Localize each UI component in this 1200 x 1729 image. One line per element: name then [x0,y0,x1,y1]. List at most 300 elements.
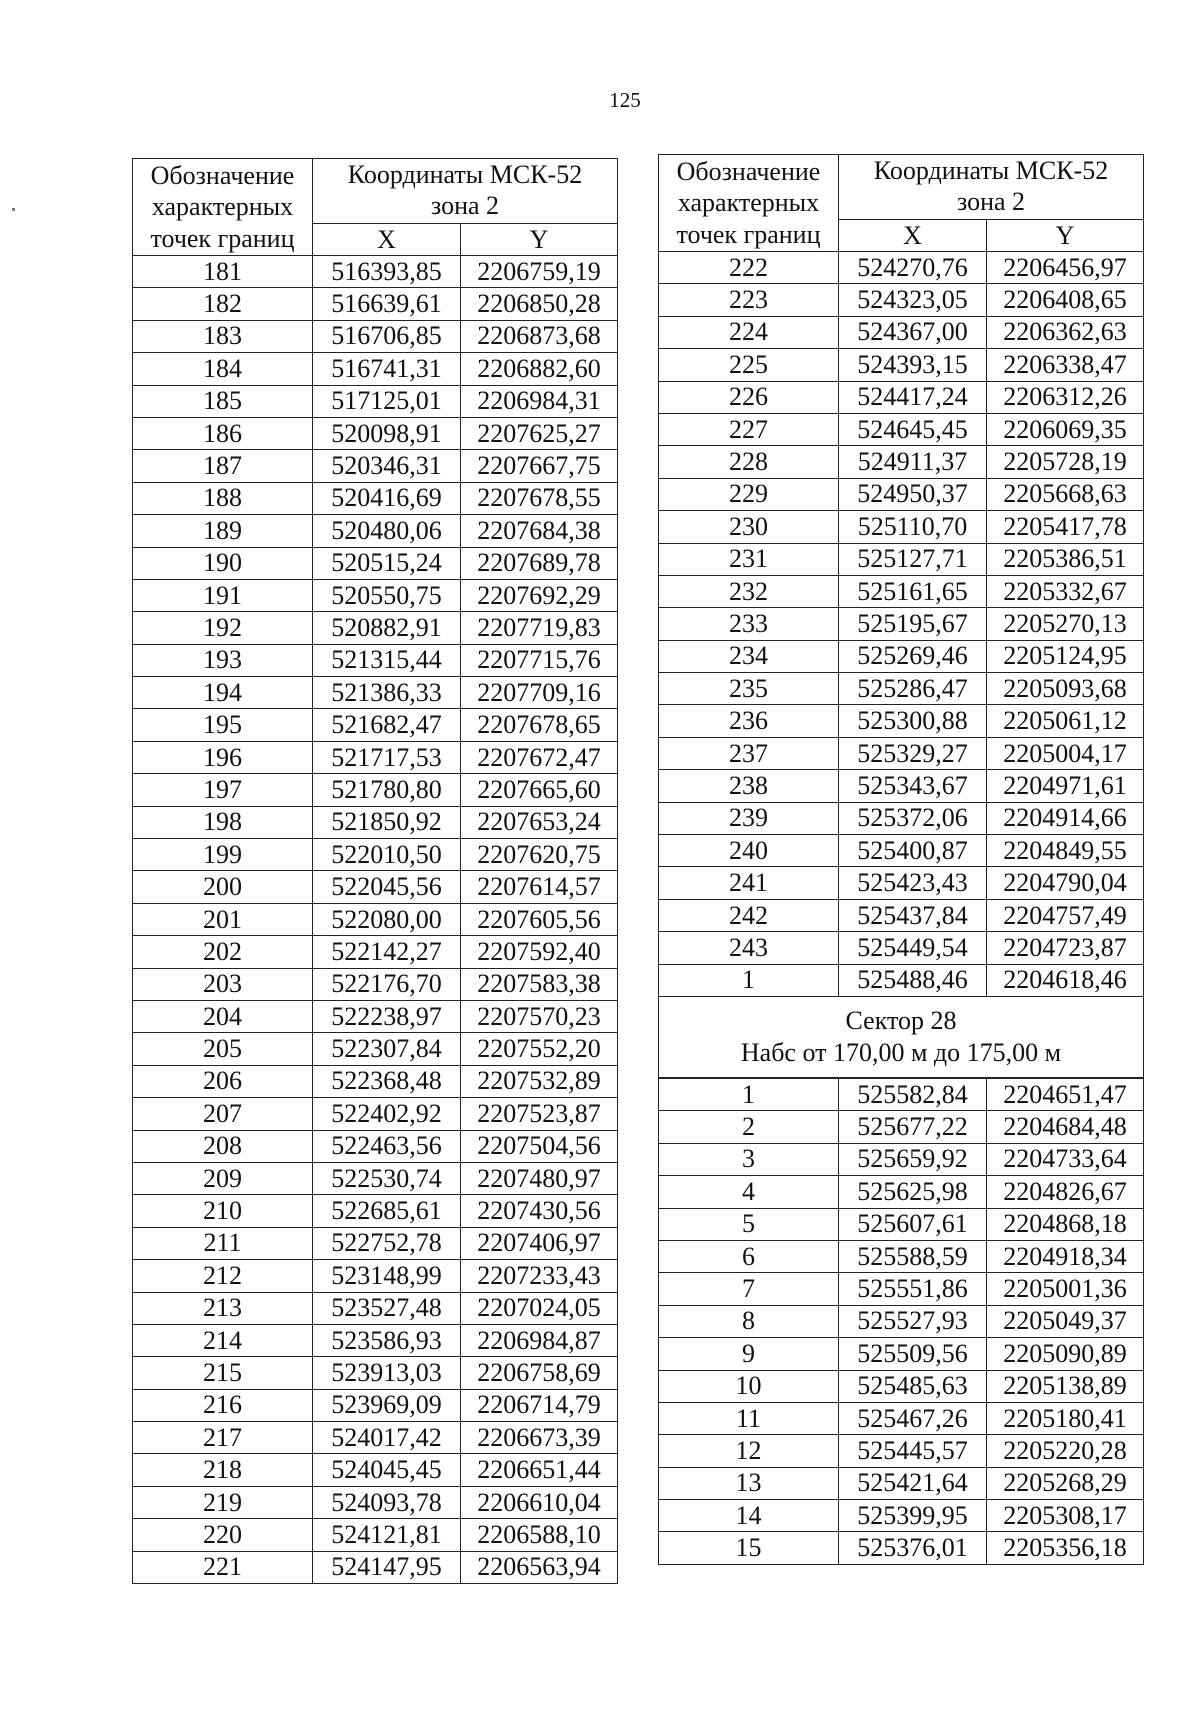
table-row [133,1065,618,1097]
coords-header [839,155,1144,220]
x-coordinate-cell: 521682,47 [313,709,461,741]
x-coordinate-cell: 520416,69 [313,482,461,514]
point-number-cell: 228 [659,446,839,478]
table-row [659,446,1144,478]
point-number-cell: 217 [133,1422,313,1454]
y-coordinate-cell: 2204971,61 [987,770,1144,802]
table-row [133,644,618,676]
sector-row [659,996,1144,1078]
y-coordinate-cell: 2205220,28 [987,1435,1144,1467]
table-row [659,1370,1144,1402]
point-number-cell: 238 [659,770,839,802]
x-coordinate-cell: 522685,61 [313,1195,461,1227]
table-row [133,482,618,514]
y-coordinate-cell: 2205668,63 [987,478,1144,510]
point-header [659,155,839,252]
y-coordinate-cell: 2206758,69 [461,1357,618,1389]
table-row [659,1143,1144,1175]
y-coordinate-cell: 2205417,78 [987,511,1144,543]
point-number-cell: 208 [133,1130,313,1162]
table-row [659,770,1144,802]
table-row [133,968,618,1000]
table-row [133,741,618,773]
point-header-line: точек границ [150,223,295,253]
y-coordinate-cell: 2206984,31 [461,385,618,417]
point-number-cell: 188 [133,482,313,514]
point-number-cell: 232 [659,575,839,607]
x-coordinate-cell: 523586,93 [313,1324,461,1356]
x-coordinate-cell: 517125,01 [313,385,461,417]
x-coordinate-cell: 525195,67 [839,608,987,640]
point-number-cell: 243 [659,932,839,964]
y-coordinate-cell: 2206850,28 [461,288,618,320]
point-number-cell: 215 [133,1357,313,1389]
point-number-cell: 240 [659,835,839,867]
table-row [659,1467,1144,1499]
point-number-cell: 1 [659,1078,839,1111]
y-coordinate-cell: 2207552,20 [461,1033,618,1065]
y-coordinate-cell: 2206610,04 [461,1486,618,1518]
x-header: X [313,224,461,256]
y-coordinate-cell: 2207592,40 [461,936,618,968]
point-number-cell: 212 [133,1260,313,1292]
point-header-line: характерных [677,188,820,218]
point-number-cell: 220 [133,1519,313,1551]
x-coordinate-cell: 525372,06 [839,802,987,834]
table-row [659,899,1144,931]
table-row [659,737,1144,769]
x-coordinate-cell: 522752,78 [313,1227,461,1259]
x-coordinate-cell: 521850,92 [313,806,461,838]
table-row [133,1324,618,1356]
point-number-cell: 10 [659,1370,839,1402]
y-coordinate-cell: 2205356,18 [987,1532,1144,1564]
table-row [133,1551,618,1583]
point-number-cell: 230 [659,511,839,543]
y-coordinate-cell: 2207480,97 [461,1162,618,1194]
point-number-cell: 233 [659,608,839,640]
point-number-cell: 194 [133,677,313,709]
point-number-cell: 239 [659,802,839,834]
y-coordinate-cell: 2207689,78 [461,547,618,579]
table-row [133,1389,618,1421]
point-number-cell: 216 [133,1389,313,1421]
x-coordinate-cell: 525269,46 [839,640,987,672]
x-coordinate-cell: 522307,84 [313,1033,461,1065]
y-coordinate-cell: 2207583,38 [461,968,618,1000]
coordinates-table-left [132,158,618,1584]
point-number-cell: 186 [133,417,313,449]
point-number-cell: 184 [133,353,313,385]
x-coordinate-cell: 524911,37 [839,446,987,478]
table-row [659,608,1144,640]
x-coordinate-cell: 523969,09 [313,1389,461,1421]
y-coordinate-cell: 2206312,26 [987,381,1144,413]
point-number-cell: 5 [659,1208,839,1240]
point-number-cell: 236 [659,705,839,737]
y-coordinate-cell: 2205332,67 [987,575,1144,607]
sector-cell [659,996,1144,1078]
table-row [133,450,618,482]
x-coordinate-cell: 525488,46 [839,964,987,996]
point-number-cell: 204 [133,1000,313,1032]
table-row [133,320,618,352]
point-number-cell: 7 [659,1273,839,1305]
point-header-line: характерных [151,192,294,222]
table-row [659,575,1144,607]
y-coordinate-cell: 2206651,44 [461,1454,618,1486]
y-coordinate-cell: 2207672,47 [461,741,618,773]
y-coordinate-cell: 2206362,63 [987,316,1144,348]
x-coordinate-cell: 522402,92 [313,1098,461,1130]
point-number-cell: 225 [659,349,839,381]
coords-header-line: зона 2 [430,191,500,220]
x-coordinate-cell: 524645,45 [839,413,987,445]
point-number-cell: 191 [133,579,313,611]
point-number-cell: 235 [659,673,839,705]
point-number-cell: 205 [133,1033,313,1065]
table-row [659,1435,1144,1467]
table-row [133,871,618,903]
y-coordinate-cell: 2204868,18 [987,1208,1144,1240]
point-number-cell: 231 [659,543,839,575]
point-number-cell: 211 [133,1227,313,1259]
y-coordinate-cell: 2207709,16 [461,677,618,709]
y-coordinate-cell: 2206759,19 [461,256,618,288]
y-coordinate-cell: 2207719,83 [461,612,618,644]
table-row [659,349,1144,381]
x-coordinate-cell: 525445,57 [839,1435,987,1467]
point-number-cell: 219 [133,1486,313,1518]
table-row [133,709,618,741]
y-coordinate-cell: 2205061,12 [987,705,1144,737]
scan-speck [12,208,15,211]
x-coordinate-cell: 522463,56 [313,1130,461,1162]
y-coordinate-cell: 2204790,04 [987,867,1144,899]
point-number-cell: 190 [133,547,313,579]
y-coordinate-cell: 2205270,13 [987,608,1144,640]
x-coordinate-cell: 520550,75 [313,579,461,611]
point-number-cell: 3 [659,1143,839,1175]
x-coordinate-cell: 520882,91 [313,612,461,644]
point-number-cell: 229 [659,478,839,510]
y-coordinate-cell: 2205124,95 [987,640,1144,672]
y-coordinate-cell: 2207605,56 [461,903,618,935]
point-number-cell: 2 [659,1111,839,1143]
table-row [133,256,618,288]
table-row [133,385,618,417]
table-row [133,839,618,871]
point-number-cell: 234 [659,640,839,672]
x-coordinate-cell: 516639,61 [313,288,461,320]
point-number-cell: 183 [133,320,313,352]
x-coordinate-cell: 520515,24 [313,547,461,579]
table-row [659,1532,1144,1564]
table-row [659,1500,1144,1532]
table-row [133,1162,618,1194]
table-row [133,936,618,968]
x-coordinate-cell: 525582,84 [839,1078,987,1111]
point-number-cell: 209 [133,1162,313,1194]
y-coordinate-cell: 2205268,29 [987,1467,1144,1499]
point-number-cell: 4 [659,1176,839,1208]
x-coordinate-cell: 524270,76 [839,252,987,284]
y-coordinate-cell: 2206456,97 [987,252,1144,284]
y-coordinate-cell: 2206069,35 [987,413,1144,445]
y-coordinate-cell: 2207532,89 [461,1065,618,1097]
y-coordinate-cell: 2207430,56 [461,1195,618,1227]
point-number-cell: 210 [133,1195,313,1227]
table-row [133,1357,618,1389]
point-number-cell: 14 [659,1500,839,1532]
point-number-cell: 182 [133,288,313,320]
point-number-cell: 207 [133,1098,313,1130]
x-header: X [839,220,987,252]
table-row [133,353,618,385]
x-coordinate-cell: 524950,37 [839,478,987,510]
x-coordinate-cell: 525551,86 [839,1273,987,1305]
table-row [659,1111,1144,1143]
y-coordinate-cell: 2205386,51 [987,543,1144,575]
y-coordinate-cell: 2207684,38 [461,515,618,547]
point-number-cell: 241 [659,867,839,899]
x-coordinate-cell: 524121,81 [313,1519,461,1551]
point-header-line: точек границ [676,219,821,249]
y-coordinate-cell: 2207523,87 [461,1098,618,1130]
point-number-cell: 202 [133,936,313,968]
x-coordinate-cell: 525421,64 [839,1467,987,1499]
x-coordinate-cell: 525625,98 [839,1176,987,1208]
x-coordinate-cell: 525400,87 [839,835,987,867]
table-row [133,1422,618,1454]
point-number-cell: 13 [659,1467,839,1499]
point-number-cell: 237 [659,737,839,769]
x-coordinate-cell: 524017,42 [313,1422,461,1454]
table-row [133,1519,618,1551]
page-number: 125 [609,88,641,112]
point-number-cell: 15 [659,1532,839,1564]
table-row [659,932,1144,964]
point-number-cell: 213 [133,1292,313,1324]
table-row [659,1305,1144,1337]
x-coordinate-cell: 525607,61 [839,1208,987,1240]
x-coordinate-cell: 525376,01 [839,1532,987,1564]
point-number-cell: 196 [133,741,313,773]
y-coordinate-cell: 2204914,66 [987,802,1144,834]
table-row [133,1195,618,1227]
x-coordinate-cell: 525127,71 [839,543,987,575]
table-row [133,1033,618,1065]
coordinates-table-right [658,154,1144,1565]
y-coordinate-cell: 2204684,48 [987,1111,1144,1143]
point-number-cell: 11 [659,1402,839,1434]
x-coordinate-cell: 525659,92 [839,1143,987,1175]
x-coordinate-cell: 522238,97 [313,1000,461,1032]
table-row [133,1454,618,1486]
y-coordinate-cell: 2204849,55 [987,835,1144,867]
table-row [133,1292,618,1324]
table-row [659,413,1144,445]
x-coordinate-cell: 516706,85 [313,320,461,352]
table-row [133,1227,618,1259]
table-row [133,547,618,579]
table-row [133,612,618,644]
x-coordinate-cell: 525110,70 [839,511,987,543]
y-coordinate-cell: 2207504,56 [461,1130,618,1162]
y-coordinate-cell: 2207024,05 [461,1292,618,1324]
sector-section [659,996,1144,1078]
y-coordinate-cell: 2207625,27 [461,417,618,449]
y-coordinate-cell: 2207667,75 [461,450,618,482]
table-row [659,543,1144,575]
point-number-cell: 200 [133,871,313,903]
x-coordinate-cell: 525437,84 [839,899,987,931]
x-coordinate-cell: 523148,99 [313,1260,461,1292]
sector-table-body [659,1078,1144,1564]
y-coordinate-cell: 2206588,10 [461,1519,618,1551]
y-coordinate-cell: 2204826,67 [987,1176,1144,1208]
y-coordinate-cell: 2204651,47 [987,1078,1144,1111]
y-coordinate-cell: 2207653,24 [461,806,618,838]
sector-height-range: Набс от 170,00 м до 175,00 м [740,1037,1062,1067]
x-coordinate-cell: 520480,06 [313,515,461,547]
x-coordinate-cell: 525527,93 [839,1305,987,1337]
point-number-cell: 242 [659,899,839,931]
table-row [133,1486,618,1518]
y-coordinate-cell: 2207678,55 [461,482,618,514]
table-row [659,835,1144,867]
y-coordinate-cell: 2207665,60 [461,774,618,806]
coords-header-line: Координаты МСК-52 [347,160,583,190]
table-row [659,316,1144,348]
point-number-cell: 195 [133,709,313,741]
y-coordinate-cell: 2205001,36 [987,1273,1144,1305]
table-row [659,867,1144,899]
point-number-cell: 193 [133,644,313,676]
x-coordinate-cell: 522530,74 [313,1162,461,1194]
x-coordinate-cell: 520346,31 [313,450,461,482]
y-coordinate-cell: 2204757,49 [987,899,1144,931]
point-number-cell: 8 [659,1305,839,1337]
x-coordinate-cell: 525677,22 [839,1111,987,1143]
point-number-cell: 199 [133,839,313,871]
coords-header-line: зона 2 [956,187,1026,216]
point-number-cell: 1 [659,964,839,996]
table-row [133,288,618,320]
x-coordinate-cell: 524367,00 [839,316,987,348]
table-row [659,802,1144,834]
y-coordinate-cell: 2205180,41 [987,1402,1144,1434]
table-row [659,1338,1144,1370]
point-header-line: Обозначение [676,157,821,187]
y-coordinate-cell: 2206563,94 [461,1551,618,1583]
x-coordinate-cell: 522368,48 [313,1065,461,1097]
y-coordinate-cell: 2206408,65 [987,284,1144,316]
table-row [133,903,618,935]
point-number-cell: 9 [659,1338,839,1370]
table-row [659,478,1144,510]
table-row [133,1098,618,1130]
point-number-cell: 181 [133,256,313,288]
x-coordinate-cell: 522010,50 [313,839,461,871]
x-coordinate-cell: 521717,53 [313,741,461,773]
y-coordinate-cell: 2204723,87 [987,932,1144,964]
table-row [133,417,618,449]
point-number-cell: 185 [133,385,313,417]
y-coordinate-cell: 2206673,39 [461,1422,618,1454]
x-coordinate-cell: 525300,88 [839,705,987,737]
point-number-cell: 6 [659,1240,839,1272]
table-row [659,511,1144,543]
y-coordinate-cell: 2206338,47 [987,349,1144,381]
y-coordinate-cell: 2204618,46 [987,964,1144,996]
table-row [133,515,618,547]
table-row [659,640,1144,672]
x-coordinate-cell: 522045,56 [313,871,461,903]
y-coordinate-cell: 2207233,43 [461,1260,618,1292]
y-coordinate-cell: 2205728,19 [987,446,1144,478]
x-coordinate-cell: 521386,33 [313,677,461,709]
table-row [133,677,618,709]
left-table-body [133,256,618,1584]
y-coordinate-cell: 2206873,68 [461,320,618,352]
x-coordinate-cell: 525161,65 [839,575,987,607]
table-row [659,1078,1144,1111]
y-coordinate-cell: 2207715,76 [461,644,618,676]
x-coordinate-cell: 522142,27 [313,936,461,968]
point-number-cell: 201 [133,903,313,935]
point-number-cell: 12 [659,1435,839,1467]
y-coordinate-cell: 2206714,79 [461,1389,618,1421]
y-coordinate-cell: 2204733,64 [987,1143,1144,1175]
y-coordinate-cell: 2205308,17 [987,1500,1144,1532]
right-table-body [659,252,1144,997]
point-number-cell: 226 [659,381,839,413]
table-row [659,964,1144,996]
coords-header [313,159,618,224]
table-row [133,1000,618,1032]
point-number-cell: 189 [133,515,313,547]
point-number-cell: 224 [659,316,839,348]
x-coordinate-cell: 525286,47 [839,673,987,705]
x-coordinate-cell: 516393,85 [313,256,461,288]
table-row [659,705,1144,737]
y-coordinate-cell: 2205049,37 [987,1305,1144,1337]
table-row [133,806,618,838]
point-header-line: Обозначение [150,161,295,191]
table-row [659,1208,1144,1240]
x-coordinate-cell: 525399,95 [839,1500,987,1532]
point-number-cell: 218 [133,1454,313,1486]
y-coordinate-cell: 2205004,17 [987,737,1144,769]
point-number-cell: 222 [659,252,839,284]
x-coordinate-cell: 523527,48 [313,1292,461,1324]
point-number-cell: 187 [133,450,313,482]
point-header [133,159,313,256]
x-coordinate-cell: 522080,00 [313,903,461,935]
table-row [659,1176,1144,1208]
point-number-cell: 223 [659,284,839,316]
x-coordinate-cell: 524147,95 [313,1551,461,1583]
x-coordinate-cell: 525509,56 [839,1338,987,1370]
x-coordinate-cell: 525423,43 [839,867,987,899]
x-coordinate-cell: 525449,54 [839,932,987,964]
y-coordinate-cell: 2207692,29 [461,579,618,611]
x-coordinate-cell: 525329,27 [839,737,987,769]
x-coordinate-cell: 521780,80 [313,774,461,806]
x-coordinate-cell: 525343,67 [839,770,987,802]
y-coordinate-cell: 2205138,89 [987,1370,1144,1402]
